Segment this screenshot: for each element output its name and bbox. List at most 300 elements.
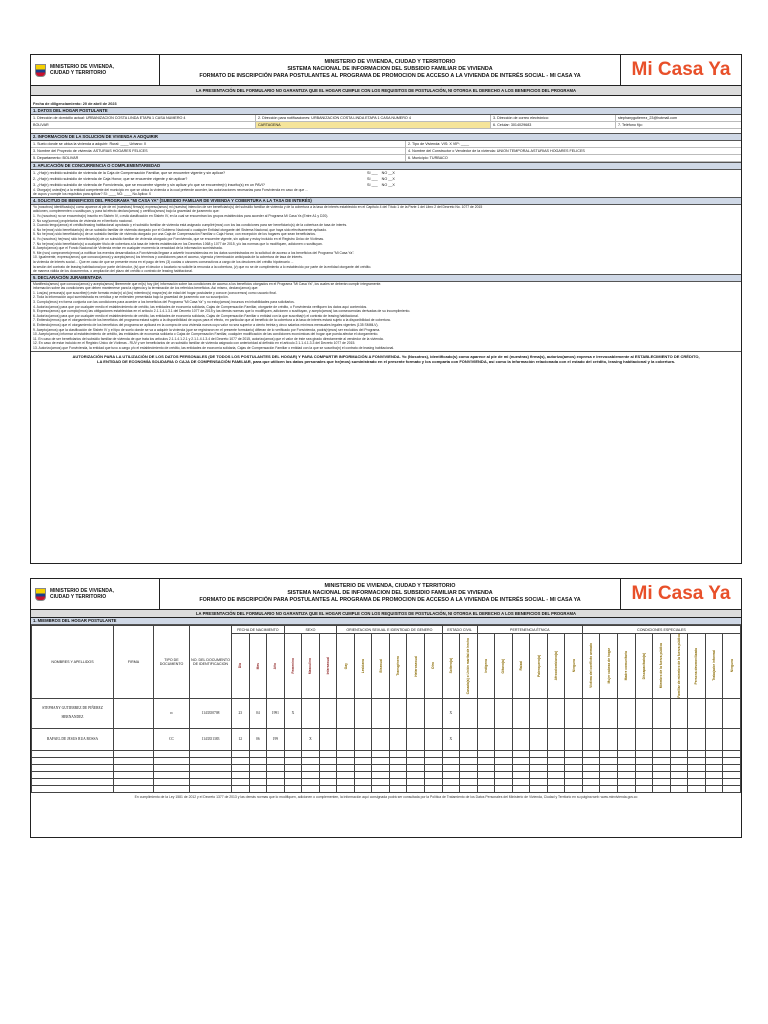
empty-cell[interactable] <box>582 757 600 764</box>
empty-cell[interactable] <box>190 771 232 778</box>
especial-cell[interactable] <box>635 728 653 750</box>
empty-cell[interactable] <box>389 771 407 778</box>
empty-cell[interactable] <box>530 785 548 792</box>
empty-cell[interactable] <box>232 771 250 778</box>
etnica-cell[interactable] <box>530 698 548 728</box>
paragraph-line: 4. No he(mos) sido beneficiario(s) de un subsidio familiar de vivienda otorgado por el Gobierno Nacional o cualquier Entidad otorgante del Sistema Nacional, que haya sido efectivamente aplicado. <box>33 227 328 232</box>
estado-cell[interactable]: X <box>442 728 460 750</box>
si-option[interactable]: SI ___ <box>367 176 378 181</box>
empty-cell[interactable] <box>565 750 583 757</box>
empty-cell[interactable] <box>530 778 548 785</box>
empty-cell[interactable] <box>425 764 443 771</box>
empty-cell[interactable] <box>618 764 636 771</box>
empty-cell[interactable] <box>547 785 565 792</box>
empty-cell[interactable] <box>190 750 232 757</box>
especial-cell[interactable] <box>705 698 723 728</box>
empty-cell[interactable] <box>635 771 653 778</box>
estado-cell[interactable] <box>460 698 478 728</box>
empty-cell[interactable] <box>249 778 267 785</box>
empty-cell[interactable] <box>635 757 653 764</box>
empty-cell[interactable] <box>319 750 337 757</box>
empty-cell[interactable] <box>425 778 443 785</box>
member-row <box>32 698 741 728</box>
empty-cell[interactable] <box>530 757 548 764</box>
etnica-cell[interactable] <box>547 698 565 728</box>
empty-cell[interactable] <box>635 764 653 771</box>
empty-cell[interactable] <box>530 771 548 778</box>
sexo-cell[interactable] <box>319 698 337 728</box>
location-row <box>31 122 741 129</box>
especial-cell[interactable] <box>670 728 688 750</box>
etnica-cell[interactable] <box>477 728 495 750</box>
departamento-vivienda-field[interactable]: 5. Departamento: BOLIVAR <box>31 155 406 161</box>
empty-cell[interactable] <box>653 771 671 778</box>
empty-cell[interactable] <box>354 785 372 792</box>
empty-cell[interactable] <box>670 750 688 757</box>
empty-cell[interactable] <box>547 764 565 771</box>
especial-cell[interactable] <box>723 698 741 728</box>
empty-cell[interactable] <box>372 764 390 771</box>
empty-cell[interactable] <box>407 785 425 792</box>
empty-cell[interactable] <box>114 757 154 764</box>
orientacion-cell[interactable] <box>425 698 443 728</box>
email-field[interactable]: stephanygutierrez_23@hotmail.com <box>618 115 678 120</box>
tipo-vivienda-field[interactable]: 2. Tipo de Vivienda: VIS: X VIP: ____ <box>408 141 470 146</box>
empty-cell[interactable] <box>267 778 285 785</box>
empty-cell[interactable] <box>477 750 495 757</box>
empty-cell[interactable] <box>114 750 154 757</box>
empty-cell[interactable] <box>267 764 285 771</box>
empty-cell[interactable] <box>705 757 723 764</box>
empty-cell[interactable] <box>232 764 250 771</box>
empty-cell[interactable] <box>319 771 337 778</box>
empty-cell[interactable] <box>190 757 232 764</box>
empty-cell[interactable] <box>495 757 513 764</box>
orientacion-cell[interactable] <box>337 698 355 728</box>
etnica-cell[interactable] <box>565 728 583 750</box>
empty-cell[interactable] <box>154 771 190 778</box>
etnica-cell[interactable] <box>512 698 530 728</box>
empty-cell[interactable] <box>723 785 741 792</box>
empty-cell[interactable] <box>705 778 723 785</box>
empty-cell[interactable] <box>407 764 425 771</box>
empty-cell[interactable] <box>600 778 618 785</box>
subheader-cell <box>302 634 320 699</box>
empty-cell[interactable] <box>302 764 320 771</box>
si-option[interactable]: SI ___ <box>367 170 378 175</box>
member-signature[interactable] <box>114 698 154 728</box>
member-name[interactable]: STEPHANY GUTIERREZ DE PIÑEREZ HERNANDEZ <box>32 698 114 728</box>
especial-cell[interactable] <box>582 698 600 728</box>
empty-cell[interactable] <box>372 750 390 757</box>
empty-cell[interactable] <box>32 771 114 778</box>
especial-cell[interactable] <box>688 728 706 750</box>
empty-cell[interactable] <box>319 764 337 771</box>
empty-cell[interactable] <box>389 764 407 771</box>
empty-cell[interactable] <box>425 750 443 757</box>
especial-cell[interactable] <box>618 698 636 728</box>
empty-cell[interactable] <box>653 750 671 757</box>
empty-cell[interactable] <box>477 785 495 792</box>
empty-cell[interactable] <box>723 764 741 771</box>
empty-cell[interactable] <box>190 785 232 792</box>
birth-day[interactable]: 23 <box>232 698 250 728</box>
empty-cell[interactable] <box>600 771 618 778</box>
empty-cell[interactable] <box>354 750 372 757</box>
etnica-cell[interactable] <box>477 698 495 728</box>
empty-cell[interactable] <box>249 771 267 778</box>
empty-cell[interactable] <box>32 750 114 757</box>
empty-cell[interactable] <box>32 785 114 792</box>
empty-cell[interactable] <box>232 757 250 764</box>
empty-cell[interactable] <box>249 764 267 771</box>
empty-cell[interactable] <box>723 771 741 778</box>
domicilio-field[interactable]: 1. Dirección de domicilio actual: URBANIZACION COSTA LINDA ETAPA 1 CASA NUMERO 4 <box>31 115 256 121</box>
empty-cell[interactable] <box>670 771 688 778</box>
empty-cell[interactable] <box>512 757 530 764</box>
empty-cell[interactable] <box>495 785 513 792</box>
empty-cell[interactable] <box>442 764 460 771</box>
ministry-logo <box>31 55 160 85</box>
empty-cell[interactable] <box>618 778 636 785</box>
orientacion-cell[interactable] <box>425 728 443 750</box>
empty-cell[interactable] <box>705 764 723 771</box>
etnica-cell[interactable] <box>530 728 548 750</box>
empty-cell[interactable] <box>114 785 154 792</box>
orientacion-cell[interactable] <box>372 698 390 728</box>
empty-cell[interactable] <box>460 750 478 757</box>
empty-cell[interactable] <box>477 757 495 764</box>
etnica-cell[interactable] <box>495 728 513 750</box>
especial-cell[interactable] <box>618 728 636 750</box>
empty-cell[interactable] <box>670 778 688 785</box>
subheader-cell <box>319 634 337 699</box>
sexo-cell[interactable]: X <box>302 728 320 750</box>
empty-cell[interactable] <box>565 757 583 764</box>
empty-cell[interactable] <box>618 750 636 757</box>
empty-cell[interactable] <box>582 785 600 792</box>
empty-cell[interactable] <box>618 757 636 764</box>
estado-cell[interactable] <box>460 728 478 750</box>
col-nombres: NOMBRES Y APELLIDOS <box>32 626 114 699</box>
empty-cell[interactable] <box>460 778 478 785</box>
empty-cell[interactable] <box>530 764 548 771</box>
empty-cell[interactable] <box>302 778 320 785</box>
empty-cell[interactable] <box>688 750 706 757</box>
no-option[interactable]: NO __X <box>381 176 395 181</box>
empty-cell[interactable] <box>477 771 495 778</box>
empty-cell[interactable] <box>249 785 267 792</box>
empty-cell[interactable] <box>284 750 302 757</box>
sexo-cell[interactable]: X <box>284 698 302 728</box>
member-signature[interactable] <box>114 728 154 750</box>
empty-cell[interactable] <box>302 785 320 792</box>
paragraph-line: adicionen, complementen o sustituyan, y para tal efecto declaro(amos) y certifico(amos) bajo la gravedad de juramento que: <box>33 209 220 214</box>
orientacion-cell[interactable] <box>407 728 425 750</box>
especial-cell[interactable] <box>653 698 671 728</box>
paragraph-line: 7. Entiendo(emos) que el otorgamiento de los beneficios del programa estará sujeto a la disponibilidad de cupos para el efecto, en particular que al beneficio de la cobertura a la tasa de interés estará sujeto a la disponibilidad de cobertura. <box>33 318 391 323</box>
proyecto-field[interactable]: 3. Nombre del Proyecto de vivienda: ASTURIAS HOGARES FELICES <box>31 148 406 154</box>
empty-cell[interactable] <box>114 771 154 778</box>
birth-day[interactable]: 12 <box>232 728 250 750</box>
empty-cell[interactable] <box>565 785 583 792</box>
empty-cell[interactable] <box>389 785 407 792</box>
especial-cell[interactable] <box>723 728 741 750</box>
especial-cell[interactable] <box>600 728 618 750</box>
empty-cell[interactable] <box>688 757 706 764</box>
member-name[interactable]: RAFAEL DE JESUS RUA BOSSA <box>32 728 114 750</box>
empty-cell[interactable] <box>670 757 688 764</box>
empty-cell[interactable] <box>723 757 741 764</box>
empty-cell[interactable] <box>389 757 407 764</box>
departamento-field[interactable]: BOLIVAR <box>31 122 256 128</box>
empty-cell[interactable] <box>565 764 583 771</box>
empty-cell[interactable] <box>284 771 302 778</box>
empty-cell[interactable] <box>460 785 478 792</box>
subheader-label: Día <box>238 663 243 669</box>
empty-cell[interactable] <box>32 778 114 785</box>
orientacion-cell[interactable] <box>354 728 372 750</box>
birth-year[interactable]: 1991 <box>267 698 285 728</box>
empty-cell[interactable] <box>512 771 530 778</box>
especial-cell[interactable] <box>653 728 671 750</box>
birth-month[interactable]: 04 <box>249 698 267 728</box>
no-label: NO <box>381 182 388 187</box>
empty-cell[interactable] <box>512 750 530 757</box>
empty-cell[interactable] <box>407 750 425 757</box>
empty-cell[interactable] <box>337 750 355 757</box>
no-option[interactable]: NO __X <box>381 170 395 175</box>
empty-cell[interactable] <box>154 764 190 771</box>
municipio-field[interactable]: CARTAGENA <box>256 122 491 128</box>
empty-cell[interactable] <box>635 785 653 792</box>
suelo-field[interactable]: 1. Suelo donde se ubica la vivienda a adquirir: Rural: ____ Urbano: X <box>31 141 406 147</box>
empty-cell[interactable] <box>688 778 706 785</box>
empty-cell[interactable] <box>425 785 443 792</box>
empty-cell[interactable] <box>512 778 530 785</box>
empty-cell[interactable] <box>600 750 618 757</box>
empty-cell[interactable] <box>372 778 390 785</box>
empty-cell[interactable] <box>442 778 460 785</box>
orientacion-cell[interactable] <box>372 728 390 750</box>
member-doc-number[interactable]: 1143350708 <box>190 698 232 728</box>
empty-cell[interactable] <box>154 750 190 757</box>
empty-cell[interactable] <box>582 778 600 785</box>
orientacion-cell[interactable] <box>407 698 425 728</box>
etnica-cell[interactable] <box>495 698 513 728</box>
empty-cell[interactable] <box>425 757 443 764</box>
especial-cell[interactable] <box>670 698 688 728</box>
especial-cell[interactable] <box>705 728 723 750</box>
empty-cell[interactable] <box>32 764 114 771</box>
telefono-field[interactable]: 7. Teléfono fijo: <box>618 122 643 127</box>
birth-year[interactable]: 199 <box>267 728 285 750</box>
empty-cell[interactable] <box>442 785 460 792</box>
empty-cell[interactable] <box>442 771 460 778</box>
title-line: FORMATO DE INSCRIPCIÓN PARA POSTULANTES AL PROGRAMA DE PROMOCION DE ACCESO A LA VIVIENDA DE INTERÉS SOCIAL - MI CASA YA <box>199 73 581 79</box>
empty-cell[interactable] <box>495 750 513 757</box>
empty-cell[interactable] <box>600 785 618 792</box>
empty-cell[interactable] <box>372 785 390 792</box>
empty-cell[interactable] <box>705 785 723 792</box>
empty-cell[interactable] <box>670 785 688 792</box>
empty-cell[interactable] <box>425 771 443 778</box>
empty-cell[interactable] <box>495 778 513 785</box>
empty-cell[interactable] <box>407 771 425 778</box>
etnica-cell[interactable] <box>565 698 583 728</box>
no-option[interactable]: NO __X <box>381 182 395 187</box>
especial-cell[interactable] <box>635 698 653 728</box>
empty-cell[interactable] <box>249 757 267 764</box>
empty-cell[interactable] <box>495 771 513 778</box>
empty-cell[interactable] <box>618 785 636 792</box>
empty-cell[interactable] <box>653 757 671 764</box>
form-header <box>31 579 741 610</box>
empty-cell[interactable] <box>495 764 513 771</box>
empty-cell[interactable] <box>705 771 723 778</box>
empty-cell[interactable] <box>442 757 460 764</box>
birth-month[interactable]: 06 <box>249 728 267 750</box>
empty-cell[interactable] <box>302 750 320 757</box>
etnica-cell[interactable] <box>512 728 530 750</box>
empty-cell[interactable] <box>284 785 302 792</box>
empty-cell[interactable] <box>154 757 190 764</box>
empty-cell[interactable] <box>670 764 688 771</box>
empty-cell[interactable] <box>372 771 390 778</box>
empty-cell[interactable] <box>249 750 267 757</box>
empty-cell[interactable] <box>232 750 250 757</box>
empty-cell[interactable] <box>354 778 372 785</box>
empty-cell[interactable] <box>337 764 355 771</box>
subheader-label: Gitano(a) <box>501 658 506 674</box>
empty-cell[interactable] <box>565 771 583 778</box>
empty-cell[interactable] <box>154 778 190 785</box>
empty-cell[interactable] <box>618 771 636 778</box>
empty-cell[interactable] <box>512 764 530 771</box>
empty-cell[interactable] <box>232 785 250 792</box>
constructor-field[interactable]: 4. Nombre del Constructor o Vendedor de la vivienda: UNION TEMPORAL ASTURIAS HOGARES FELICES <box>408 148 585 153</box>
empty-cell[interactable] <box>337 771 355 778</box>
empty-cell[interactable] <box>337 757 355 764</box>
member-doc-type[interactable]: CC <box>154 728 190 750</box>
empty-cell[interactable] <box>582 764 600 771</box>
empty-cell[interactable] <box>582 771 600 778</box>
empty-cell[interactable] <box>547 757 565 764</box>
empty-cell[interactable] <box>267 757 285 764</box>
empty-cell[interactable] <box>653 778 671 785</box>
empty-cell[interactable] <box>442 750 460 757</box>
empty-cell[interactable] <box>154 785 190 792</box>
empty-cell[interactable] <box>705 750 723 757</box>
empty-cell[interactable] <box>547 778 565 785</box>
email-label: 3. Dirección de correo electrónico: <box>491 115 616 121</box>
empty-cell[interactable] <box>600 764 618 771</box>
empty-cell[interactable] <box>477 778 495 785</box>
empty-cell[interactable] <box>407 778 425 785</box>
empty-cell[interactable] <box>723 778 741 785</box>
empty-cell[interactable] <box>407 757 425 764</box>
empty-cell[interactable] <box>460 764 478 771</box>
orientacion-cell[interactable] <box>389 728 407 750</box>
empty-cell[interactable] <box>232 778 250 785</box>
member-doc-number[interactable]: 1143351383 <box>190 728 232 750</box>
empty-cell[interactable] <box>267 785 285 792</box>
empty-cell[interactable] <box>688 764 706 771</box>
empty-cell[interactable] <box>284 764 302 771</box>
subheader-cell <box>354 634 372 699</box>
empty-cell[interactable] <box>723 750 741 757</box>
empty-cell[interactable] <box>582 750 600 757</box>
empty-cell[interactable] <box>267 750 285 757</box>
especial-cell[interactable] <box>600 698 618 728</box>
celular-field[interactable]: 6. Celular: 3014029683 <box>491 122 616 128</box>
empty-cell[interactable] <box>284 757 302 764</box>
empty-cell[interactable] <box>354 771 372 778</box>
empty-cell[interactable] <box>688 771 706 778</box>
orientacion-cell[interactable] <box>354 698 372 728</box>
empty-cell[interactable] <box>389 778 407 785</box>
notificaciones-field[interactable]: 2. Dirección para notificaciones: URBANIZACION COSTA LINDA ETAPA 1 CASA NUMERO 4 <box>256 115 491 121</box>
empty-cell[interactable] <box>547 771 565 778</box>
empty-cell[interactable] <box>460 757 478 764</box>
empty-cell[interactable] <box>114 778 154 785</box>
orientacion-cell[interactable] <box>337 728 355 750</box>
etnica-cell[interactable] <box>547 728 565 750</box>
empty-cell[interactable] <box>688 785 706 792</box>
empty-cell[interactable] <box>460 771 478 778</box>
paragraph-line: 6. Yo (nosotros) he(mos) sido beneficiario(s) de un subsidio familiar de vivienda otorgado por Fonvivienda, que se encuentre vigente, sin aplicar y estoy incluido en el Registro Único de Víctimas. <box>33 236 324 241</box>
empty-cell[interactable] <box>565 778 583 785</box>
empty-cell[interactable] <box>319 785 337 792</box>
especial-cell[interactable] <box>688 698 706 728</box>
empty-cell[interactable] <box>190 764 232 771</box>
empty-cell[interactable] <box>302 771 320 778</box>
empty-cell[interactable] <box>372 757 390 764</box>
empty-cell[interactable] <box>653 764 671 771</box>
sexo-cell[interactable] <box>319 728 337 750</box>
especial-cell[interactable] <box>582 728 600 750</box>
empty-cell[interactable] <box>337 785 355 792</box>
empty-cell[interactable] <box>302 757 320 764</box>
municipio-vivienda-field[interactable]: 6. Municipio: TURBACO <box>408 155 448 160</box>
empty-cell[interactable] <box>389 750 407 757</box>
si-option[interactable]: SI ___ <box>367 182 378 187</box>
sexo-cell[interactable] <box>302 698 320 728</box>
empty-cell[interactable] <box>319 757 337 764</box>
empty-cell[interactable] <box>600 757 618 764</box>
estado-cell[interactable]: X <box>442 698 460 728</box>
empty-cell[interactable] <box>477 764 495 771</box>
empty-cell[interactable] <box>337 778 355 785</box>
empty-cell[interactable] <box>653 785 671 792</box>
orientacion-cell[interactable] <box>389 698 407 728</box>
member-doc-type[interactable]: cc <box>154 698 190 728</box>
empty-cell[interactable] <box>354 764 372 771</box>
empty-cell[interactable] <box>114 764 154 771</box>
empty-cell[interactable] <box>547 750 565 757</box>
empty-cell[interactable] <box>190 778 232 785</box>
empty-cell[interactable] <box>319 778 337 785</box>
empty-cell[interactable] <box>267 771 285 778</box>
empty-cell[interactable] <box>635 750 653 757</box>
sexo-cell[interactable] <box>284 728 302 750</box>
empty-cell[interactable] <box>512 785 530 792</box>
empty-cell[interactable] <box>530 750 548 757</box>
empty-cell[interactable] <box>284 778 302 785</box>
empty-cell[interactable] <box>32 757 114 764</box>
empty-cell[interactable] <box>354 757 372 764</box>
empty-cell[interactable] <box>635 778 653 785</box>
